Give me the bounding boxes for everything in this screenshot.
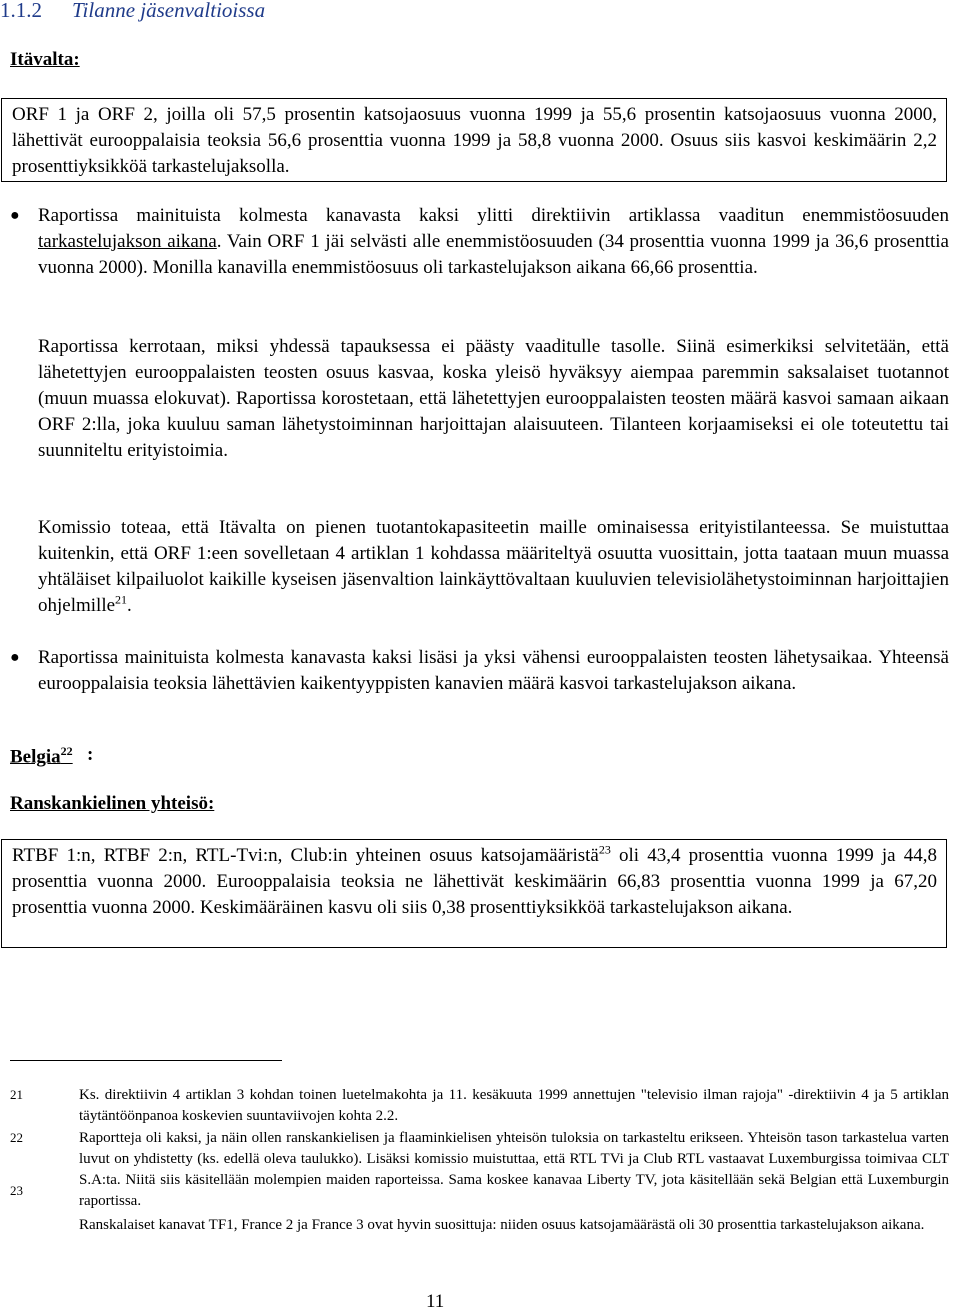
- belgium-box-text-end: oli 43,4 prosenttia vuonna 1999 ja 44,8 prosenttia vuonna 2000. Eurooppalaisia teoksia ne lähettivät keskimäärin 66,83 prosenttia vuonna 1999 ja 67,20 prosenttia vuonna 2000. Keskimääräinen kasvu oli siis 0,38 prosenttiyksikköä tarkastelujakson aikana.: [12, 845, 937, 918]
- section-title: Tilanne jäsenvaltioissa: [72, 0, 266, 22]
- belgium-box-text: RTBF 1:n, RTBF 2:n, RTL-Tvi:n, Club:in yhteinen osuus katsojamääristä: [12, 845, 599, 866]
- paragraph-3-text: Komissio toteaa, että Itävalta on pienen tuotantokapasiteetin maille ominaisessa erityistilanteessa. Se muistuttaa kuitenkin, että ORF 1:een sovelletaan 4 artiklan 1 kohdassa määriteltyä osuutta vuosittain, jotta taataan muun muassa yhtäläiset kilpailuolot kaikille kyseisen jäsenvaltion lainkäyttövaltaan kuuluvien televisiolähetystoiminnan harjoittajien ohjelmille: [38, 517, 949, 616]
- footnote-number: 22: [10, 1130, 23, 1145]
- footnote-text: Ranskalaiset kanavat TF1, France 2 ja France 3 ovat hyvin suosittuja: niiden osuus katsojamäärästä oli 30 prosenttia tarkastelujakson aikana.: [79, 1217, 925, 1233]
- bullet-1-underlined: tarkastelujakson aikana: [38, 231, 217, 252]
- austria-paragraph-3: [38, 515, 949, 619]
- footnote-divider: [10, 1060, 282, 1061]
- footnote-ref-23[interactable]: 23: [598, 842, 611, 857]
- footnote-number: 23: [10, 1183, 23, 1198]
- footnote-ref-22[interactable]: 22: [60, 744, 73, 758]
- austria-bullet-2: Raportissa mainituista kolmesta kanavasta kaksi lisäsi ja yksi vähensi eurooppalaisten teosten lähetysaikaa. Yhteensä eurooppalaisia teoksia lähettävien kaikentyyppisten kanavien määrä kasvoi tarkastelujakson aikana.: [38, 647, 949, 694]
- belgium-colon: :: [87, 744, 94, 765]
- austria-paragraph-2: Raportissa kerrotaan, miksi yhdessä tapauksessa ei päästy vaaditulle tasolle. Siinä esimerkiksi selvitetään, että lähetettyjen eurooppalaisten teosten osuus kasvaa, koska yleisö hyväksyy aiempaa paremmin saksalaiset tuotannot (muun muassa elokuvat). Raportissa korostetaan, että lähetettyjen eurooppalaisten teosten määrä kasvoi samaan aikaan ORF 2:lla, joka kuuluu saman lähetystoiminnan harjoittajan alaisuuteen. Tilanteen korjaamiseksi ei ole toteutettu tai suunniteltu erityistoimia.: [38, 336, 949, 461]
- austria-summary-box: [1, 98, 947, 182]
- footnote-text: Raportteja oli kaksi, ja näin ollen ranskankielisen ja flaaminkielisen yhteisön tuloksia on tarkasteltu erikseen. Yhteisön tason tarkastelua varten luvut on yhdistetty (ks. edellä oleva taulukko). Lisäksi komissio muistuttaa, että RTL TVi ja Club RTL vastaavat Luxemburgissa toimivaa CLT S.A:ta. Niitä siis käsitellään molempien maiden raporteissa. Sama koskee kanavaa Liberty TV, jota käsitellään sekä Belgian että Luxemburgin raportissa.: [79, 1130, 949, 1209]
- section-number: 1.1.2: [0, 0, 42, 22]
- paragraph-3-end: .: [127, 595, 132, 616]
- footnote-ref-21[interactable]: 21: [115, 592, 128, 607]
- bullet-dot-icon: ●: [10, 649, 20, 666]
- belgium-summary-box: [1, 839, 947, 948]
- belgium-sublabel: Ranskankielinen yhteisö:: [10, 793, 215, 814]
- section-heading: [0, 0, 265, 23]
- bullet-1-text-end: . Vain ORF 1 jäi selvästi alle enemmistöosuuden (34 prosenttia vuonna 1999 ja 36,6 prosenttia vuonna 2000). Monilla kanavilla enemmistöosuus oli tarkastelujakson aikana 66,66 prosenttia.: [38, 231, 949, 278]
- footnote-number: 21: [10, 1087, 23, 1102]
- bullet-dot-icon: ●: [10, 207, 20, 224]
- belgium-label-text: Belgia: [10, 746, 61, 768]
- country-label-belgium: [10, 744, 73, 768]
- austria-bullet-1: [38, 203, 949, 281]
- page-number: 11: [426, 1291, 445, 1312]
- austria-summary-text: ORF 1 ja ORF 2, joilla oli 57,5 prosentin katsojaosuus vuonna 1999 ja 55,6 prosentin katsojaosuus vuonna 2000, lähettivät eurooppalaisia teoksia 56,6 prosenttia vuonna 1999 ja 58,8 vuonna 2000. Osuus siis kasvoi keskimäärin 2,2 prosenttiyksikköä tarkastelujaksolla.: [12, 104, 937, 177]
- footnote-text: Ks. direktiivin 4 artiklan 3 kohdan toinen luetelmakohta ja 11. kesäkuuta 1999 annettujen "televisio ilman rajoja" -direktiivin 4 ja 5 artiklan täytäntöönpanoa koskevien suuntaviivojen kohta 2.2.: [79, 1087, 949, 1124]
- bullet-1-text: Raportissa mainituista kolmesta kanavasta kaksi ylitti direktiivin artiklassa vaaditun enemmistöosuuden: [38, 205, 949, 226]
- country-label-austria: Itävalta:: [10, 49, 80, 70]
